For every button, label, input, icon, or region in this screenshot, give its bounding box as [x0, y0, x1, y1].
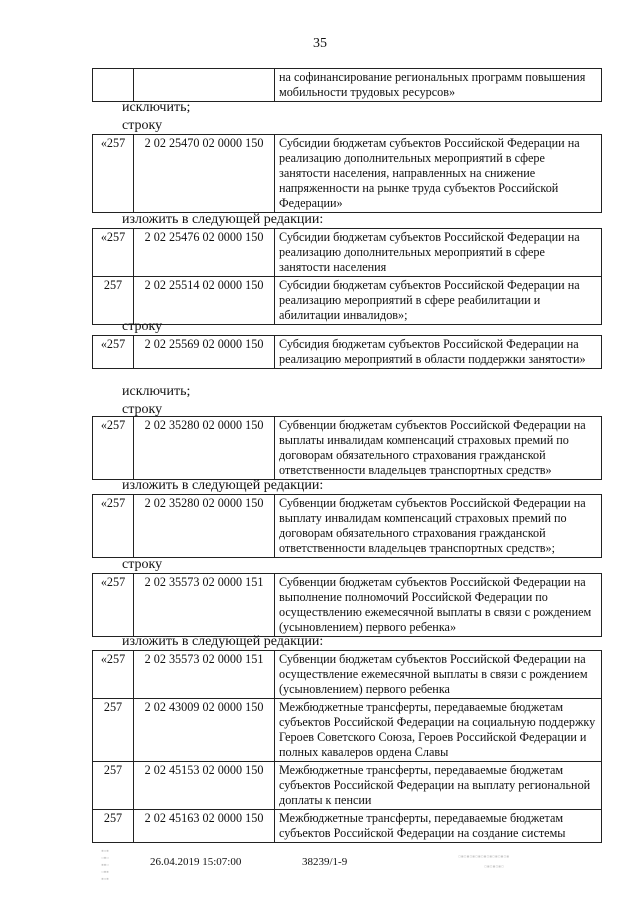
- kbk-cell: 2 02 35280 02 0000 150: [134, 495, 275, 558]
- text-cell: Межбюджетные трансферты, передаваемые бюджетам субъектов Российской Федерации на социальную поддержку Героев Советского Союза, Героев Российской Федерации и полных кавалеров ордена Славы: [275, 699, 602, 762]
- instruction-exclude: исключить;: [122, 384, 191, 399]
- code-cell: «257: [93, 574, 134, 637]
- table-row: [93, 810, 602, 843]
- table-block-8: [92, 650, 602, 843]
- footer-code: 38239/1-9: [302, 856, 348, 868]
- table-row: [93, 135, 602, 213]
- code-cell: «257: [93, 336, 134, 369]
- text-cell: Субсидии бюджетам субъектов Российской Федерации на реализацию дополнительных мероприятий в сфере занятости населения, направленных на снижение напряженности на рынке труда субъектов Российской Федерации»: [275, 135, 602, 213]
- page-number: 35: [313, 36, 327, 51]
- table-row: [93, 336, 602, 369]
- kbk-cell: 2 02 25476 02 0000 150: [134, 229, 275, 277]
- kbk-cell: 2 02 45153 02 0000 150: [134, 762, 275, 810]
- kbk-cell: [134, 69, 275, 102]
- table-row: [93, 69, 602, 102]
- instruction-row: строку: [122, 319, 163, 334]
- table-row: [93, 229, 602, 277]
- faint-stamp-icon: ▫▪▫▪▫▪▫▪▫▪▫▪▫▪▫▪▫▪ ▫▪▫▪▫▪▫: [458, 852, 510, 871]
- text-cell: Субвенции бюджетам субъектов Российской Федерации на выплаты инвалидам компенсаций страховых премий по договорам обязательного страхования гражданской ответственности владельцев транспортных средств»: [275, 417, 602, 480]
- table-block-4: [92, 335, 602, 369]
- table-block-2: [92, 134, 602, 213]
- instruction-row: строку: [122, 118, 163, 133]
- table-block-3: [92, 228, 602, 325]
- kbk-cell: 2 02 35573 02 0000 151: [134, 651, 275, 699]
- text-cell: Субсидии бюджетам субъектов Российской Федерации на реализацию дополнительных мероприятий в сфере занятости населения: [275, 229, 602, 277]
- table-block-7: [92, 573, 602, 637]
- text-cell: Субвенции бюджетам субъектов Российской Федерации на осуществление ежемесячной выплаты в связи с рождением (усыновлением) первого ребенка: [275, 651, 602, 699]
- text-cell: Межбюджетные трансферты, передаваемые бюджетам субъектов Российской Федерации на выплату региональной доплаты к пенсии: [275, 762, 602, 810]
- code-cell: «257: [93, 229, 134, 277]
- code-cell: 257: [93, 762, 134, 810]
- code-cell: [93, 69, 134, 102]
- code-cell: 257: [93, 810, 134, 843]
- instruction-exclude: исключить;: [122, 100, 191, 115]
- table-row: [93, 277, 602, 325]
- instruction-row: строку: [122, 402, 163, 417]
- footer-date: 26.04.2019 15:07:00: [150, 856, 242, 868]
- text-cell: на софинансирование региональных программ повышения мобильности трудовых ресурсов»: [275, 69, 602, 102]
- table-row: [93, 762, 602, 810]
- text-cell: Субвенции бюджетам субъектов Российской Федерации на выплату инвалидам компенсаций страховых премий по договорам обязательного страхования гражданской ответственности владельцев транспортных средств»;: [275, 495, 602, 558]
- text-cell: Межбюджетные трансферты, передаваемые бюджетам субъектов Российской Федерации на создание системы: [275, 810, 602, 843]
- code-cell: «257: [93, 135, 134, 213]
- kbk-cell: 2 02 45163 02 0000 150: [134, 810, 275, 843]
- instruction-restate: изложить в следующей редакции:: [122, 634, 324, 649]
- code-cell: «257: [93, 651, 134, 699]
- kbk-cell: 2 02 43009 02 0000 150: [134, 699, 275, 762]
- table-row: [93, 699, 602, 762]
- code-cell: «257: [93, 495, 134, 558]
- table-row: [93, 574, 602, 637]
- table-block-6: [92, 494, 602, 558]
- table-block-1: [92, 68, 602, 102]
- table-block-5: [92, 416, 602, 480]
- table-row: [93, 417, 602, 480]
- instruction-row: строку: [122, 557, 163, 572]
- code-cell: 257: [93, 699, 134, 762]
- code-cell: 257: [93, 277, 134, 325]
- kbk-cell: 2 02 25514 02 0000 150: [134, 277, 275, 325]
- instruction-restate: изложить в следующей редакции:: [122, 478, 324, 493]
- table-row: [93, 651, 602, 699]
- kbk-cell: 2 02 25470 02 0000 150: [134, 135, 275, 213]
- kbk-cell: 2 02 25569 02 0000 150: [134, 336, 275, 369]
- instruction-restate: изложить в следующей редакции:: [122, 212, 324, 227]
- kbk-cell: 2 02 35280 02 0000 150: [134, 417, 275, 480]
- text-cell: Субсидия бюджетам субъектов Российской Федерации на реализацию мероприятий в области поддержки занятости»: [275, 336, 602, 369]
- text-cell: Субвенции бюджетам субъектов Российской Федерации на выполнение полномочий Российской Федерации по осуществлению ежемесячной выплаты в связи с рождением (усыновлением) первого ребенка»: [275, 574, 602, 637]
- table-row: [93, 495, 602, 558]
- barcode-stamp-icon: ▪▫▪ ▫▪▫ ▪▪▫ ▫▪▪ ▪▫▪: [101, 848, 109, 883]
- text-cell: Субсидии бюджетам субъектов Российской Федерации на реализацию мероприятий в сфере реабилитации и абилитации инвалидов»;: [275, 277, 602, 325]
- kbk-cell: 2 02 35573 02 0000 151: [134, 574, 275, 637]
- code-cell: «257: [93, 417, 134, 480]
